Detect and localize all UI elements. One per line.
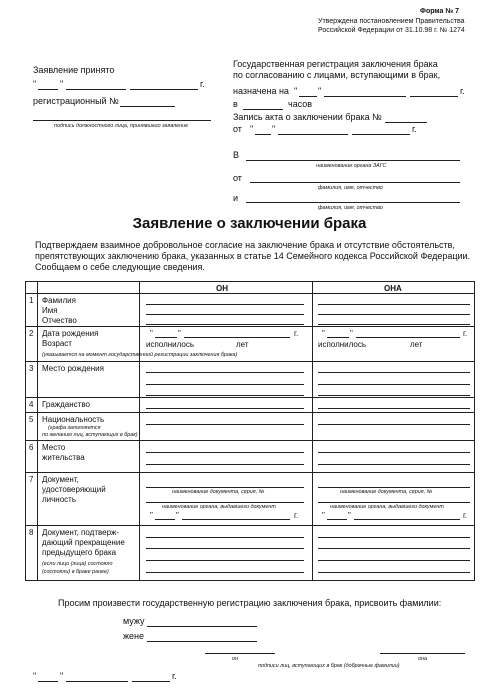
wife-surname-field[interactable] — [147, 641, 257, 642]
quote: " — [176, 511, 179, 520]
to-label: В — [233, 150, 240, 160]
row-rule — [26, 472, 474, 473]
fio-hint-2: фамилия, имя, отчество — [318, 205, 383, 211]
he-birthplace-field[interactable] — [146, 372, 304, 373]
he-nationality-field[interactable] — [146, 424, 304, 425]
signatures-hint: подписи лиц, вступающих в брак (добрачные фамилии) — [258, 663, 400, 669]
he-birth-day-field[interactable] — [155, 337, 177, 338]
year-suffix: г. — [294, 329, 299, 338]
record-number-field[interactable] — [385, 122, 427, 123]
row-rule — [26, 525, 474, 526]
sched-day-field[interactable] — [299, 96, 317, 97]
he-name-field[interactable] — [146, 314, 304, 315]
she-id-date-field[interactable] — [354, 519, 460, 520]
row-hint: (если лицо (лица) состояло — [42, 561, 113, 567]
row-label: Имя — [42, 306, 58, 315]
record-quote-open: " — [250, 124, 254, 134]
she-id-issuer-field[interactable] — [318, 502, 470, 503]
row-label: Отчество — [42, 316, 77, 325]
applicant1-field[interactable] — [250, 182, 460, 183]
hour-field[interactable] — [243, 109, 283, 110]
row-label: предыдущего брака — [42, 548, 117, 557]
row-label: Документ, подтверж- — [42, 528, 120, 537]
she-id-doc-field[interactable] — [318, 487, 470, 488]
age-done-label: исполнилось — [146, 340, 195, 349]
quote: " — [150, 329, 153, 338]
quote-close: " — [60, 79, 64, 89]
she-prev-marriage-field-3[interactable] — [318, 560, 470, 561]
from2-label: от — [233, 173, 242, 183]
quote: " — [348, 511, 351, 520]
row-rule — [26, 326, 474, 327]
row-label: Национальность — [42, 415, 105, 424]
year-suffix: г. — [294, 511, 299, 520]
she-patronymic-field[interactable] — [318, 324, 470, 325]
row-label: Дата рождения — [42, 329, 99, 338]
and-label: и — [233, 193, 239, 203]
row-label: Фамилия — [42, 296, 76, 305]
year-field[interactable] — [130, 89, 198, 90]
reg-line-1: Государственная регистрация заключения брака — [233, 59, 438, 69]
sched-quote-open: " — [294, 86, 298, 96]
applicant2-field[interactable] — [246, 202, 460, 203]
she-birthplace-field[interactable] — [318, 372, 470, 373]
sched-month-field[interactable] — [324, 96, 406, 97]
row-number: 4 — [29, 400, 34, 409]
row-number: 7 — [29, 475, 34, 484]
wife-label: жене — [123, 631, 145, 641]
hours-label: часов — [288, 99, 313, 109]
request-text: Просим произвести государственную регистрацию заключения брака, присвоить фамилии: — [58, 598, 442, 608]
col-she-header: ОНА — [384, 284, 402, 293]
he-id-doc-field[interactable] — [146, 487, 304, 488]
approved-line-2: Российской Федерации от 31.10.98 г. № 1274 — [318, 27, 465, 34]
he-birth-month-year-field[interactable] — [184, 337, 290, 338]
quote: " — [350, 329, 353, 338]
age-done-label: исполнилось — [318, 340, 367, 349]
scheduled-label: назначена на — [233, 86, 289, 96]
he-residence-field[interactable] — [146, 452, 304, 453]
at-label: в — [233, 99, 238, 109]
row-label: дающий прекращение — [42, 538, 125, 547]
signature-line[interactable] — [33, 120, 211, 121]
zags-hint: наименование органа ЗАГС — [316, 163, 387, 169]
row-label: личность — [42, 495, 77, 504]
footer-quote-open: " — [33, 671, 37, 681]
she-citizenship-field[interactable] — [318, 408, 470, 409]
form-number: Форма № 7 — [420, 8, 459, 15]
issuer-hint: наименование органа, выдавшего документ — [330, 504, 444, 510]
she-signature-label: она — [418, 656, 427, 662]
footer-year-field[interactable] — [132, 681, 170, 682]
footer-quote-close: " — [60, 671, 64, 681]
he-prev-marriage-field-3[interactable] — [146, 560, 304, 561]
row-number: 5 — [29, 415, 34, 424]
age-years-label: лет — [410, 340, 423, 349]
doc-hint: наименование документа, серия, № — [172, 489, 265, 495]
page-title: Заявление о заключении брака — [132, 215, 367, 232]
row-rule — [26, 397, 474, 398]
intro-line-3: Сообщаем о себе следующие сведения. — [35, 262, 205, 272]
footer-day-field[interactable] — [38, 681, 58, 682]
record-month-field[interactable] — [278, 134, 348, 135]
year-suffix: г. — [463, 329, 468, 338]
he-patronymic-field[interactable] — [146, 324, 304, 325]
zags-field[interactable] — [246, 160, 460, 161]
he-id-issuer-field[interactable] — [146, 502, 304, 503]
col-he-header: ОН — [216, 284, 228, 293]
month-field[interactable] — [66, 89, 126, 90]
she-name-field[interactable] — [318, 314, 470, 315]
year-suffix: г. — [200, 79, 205, 89]
reg-number-field[interactable] — [120, 106, 175, 107]
row-number: 2 — [29, 329, 34, 338]
he-prev-marriage-field-4[interactable] — [146, 572, 304, 573]
row-label: Место рождения — [42, 364, 104, 373]
row-label: Документ, — [42, 475, 79, 484]
he-citizenship-field[interactable] — [146, 408, 304, 409]
she-prev-marriage-field-2[interactable] — [318, 548, 470, 549]
he-birthplace-field-2[interactable] — [146, 384, 304, 385]
approved-line-1: Утверждена постановлением Правительства — [318, 18, 465, 25]
header-rule — [26, 293, 474, 294]
intro-line-2: препятствующих заключению брака, указанных в статье 14 Семейного кодекса Российской Федерации. — [35, 251, 471, 261]
she-birth-day-field[interactable] — [327, 337, 349, 338]
row-hint: (указывается на момент государственной регистрации заключения брака) — [42, 352, 238, 358]
she-prev-marriage-field-4[interactable] — [318, 572, 470, 573]
row-label: Возраст — [42, 339, 72, 348]
he-prev-marriage-field-2[interactable] — [146, 548, 304, 549]
she-birthplace-field-3[interactable] — [318, 395, 470, 396]
he-residence-field-2[interactable] — [146, 464, 304, 465]
she-birth-month-year-field[interactable] — [356, 337, 460, 338]
she-surname-field[interactable] — [318, 304, 470, 305]
row-label: удостоверяющий — [42, 485, 106, 494]
row-rule — [26, 412, 474, 413]
record-from-label: от — [233, 124, 242, 134]
she-nationality-field[interactable] — [318, 424, 470, 425]
he-prev-marriage-field[interactable] — [146, 537, 304, 538]
she-birthplace-field-2[interactable] — [318, 384, 470, 385]
accepted-label: Заявление принято — [33, 65, 115, 75]
row-label: Место — [42, 443, 66, 452]
row-number: 3 — [29, 364, 34, 373]
row-number: 1 — [29, 296, 34, 305]
row-hint: (состояли) в браке ранее) — [42, 569, 109, 575]
sched-quote-close: " — [318, 86, 322, 96]
sched-year-suffix: г. — [460, 86, 465, 96]
footer-year-suffix: г. — [172, 671, 177, 681]
record-year-field[interactable] — [352, 134, 410, 135]
issuer-hint: наименование органа, выдавшего документ — [162, 504, 276, 510]
row-number: 6 — [29, 443, 34, 452]
sched-year-field[interactable] — [410, 96, 458, 97]
she-prev-marriage-field[interactable] — [318, 537, 470, 538]
record-year-suffix: г. — [412, 124, 417, 134]
record-day-field[interactable] — [255, 134, 271, 135]
he-birthplace-field-3[interactable] — [146, 395, 304, 396]
doc-hint: наименование документа, серия, № — [340, 489, 433, 495]
record-quote-close: " — [272, 124, 276, 134]
she-residence-field-2[interactable] — [318, 464, 470, 465]
she-id-day-field[interactable] — [327, 519, 347, 520]
quote: " — [150, 511, 153, 520]
he-id-day-field[interactable] — [155, 519, 175, 520]
quote: " — [322, 511, 325, 520]
husband-surname-field[interactable] — [147, 626, 257, 627]
quote: " — [178, 329, 181, 338]
he-signature-field[interactable] — [205, 653, 275, 654]
reg-number-label: регистрационный № — [33, 96, 119, 106]
day-field[interactable] — [38, 89, 58, 90]
row-rule — [26, 440, 474, 441]
reg-line-2: по согласованию с лицами, вступающими в брак, — [233, 70, 441, 80]
row-number: 8 — [29, 528, 34, 537]
quote: " — [322, 329, 325, 338]
row-label: Гражданство — [42, 400, 90, 409]
age-years-label: лет — [236, 340, 249, 349]
footer-month-field[interactable] — [66, 681, 128, 682]
row-hint: (графа заполняется — [48, 425, 101, 431]
row-label: жительства — [42, 453, 85, 462]
he-signature-label: он — [232, 656, 238, 662]
intro-line-1: Подтверждаем взаимное добровольное согласие на заключение брака и отсутствие обстоятельств, — [35, 240, 455, 250]
record-label: Запись акта о заключении брака № — [233, 112, 382, 122]
he-id-date-field[interactable] — [182, 519, 290, 520]
applicants-table — [25, 281, 475, 581]
year-suffix: г. — [463, 511, 468, 520]
signature-hint: подпись должностного лица, принявшего заявление — [54, 123, 189, 129]
he-surname-field[interactable] — [146, 304, 304, 305]
husband-label: мужу — [123, 616, 145, 626]
row-rule — [26, 361, 474, 362]
row-hint: по желанию лиц, вступающих в брак) — [42, 432, 138, 438]
she-residence-field[interactable] — [318, 452, 470, 453]
quote-open: " — [33, 79, 37, 89]
fio-hint-1: фамилия, имя, отчество — [318, 185, 383, 191]
she-signature-field[interactable] — [380, 653, 465, 654]
